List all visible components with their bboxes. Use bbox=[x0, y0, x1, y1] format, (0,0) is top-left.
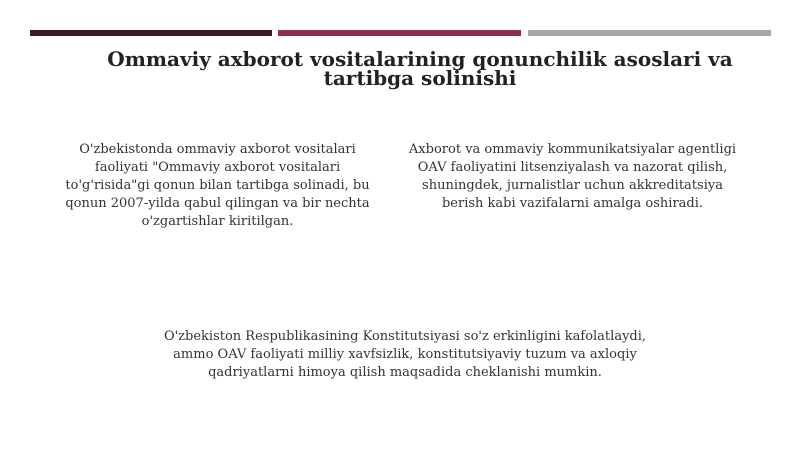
paragraph-constitution: O'zbekiston Respublikasining Konstitutsiyasi so'z erkinligini kafolatlaydi, ammo OAV faoliyati milliy xavfsizlik, konstitutsiyaviy tuzum va axloqiy qadriyatlarni himoya qilish maqsadida cheklanishi mumkin. bbox=[163, 329, 647, 380]
paragraph-agency-role: Axborot va ommaviy kommunikatsiyalar agentligi OAV faoliyatini litsenziyalash va nazorat qilish, shuningdek, jurnalistlar uchun akkreditatsiya berish kabi vazifalarni amalga oshiradi. bbox=[408, 142, 737, 211]
paragraph-media-law: O'zbekistonda ommaviy axborot vositalari faoliyati "Ommaviy axborot vositalari to'g'risida"gi qonun bilan tartibga solinadi, bu qonun 2007-yilda qabul qilingan va bir nechta o'zgartishlar kiritilgan. bbox=[65, 142, 370, 229]
accent-bar-magenta bbox=[278, 30, 521, 36]
accent-bar-gray bbox=[528, 30, 771, 36]
slide-title: Ommaviy axborot vositalarining qonunchilik asoslari va tartibga solinishi bbox=[107, 47, 733, 90]
accent-bar-dark bbox=[30, 30, 272, 36]
